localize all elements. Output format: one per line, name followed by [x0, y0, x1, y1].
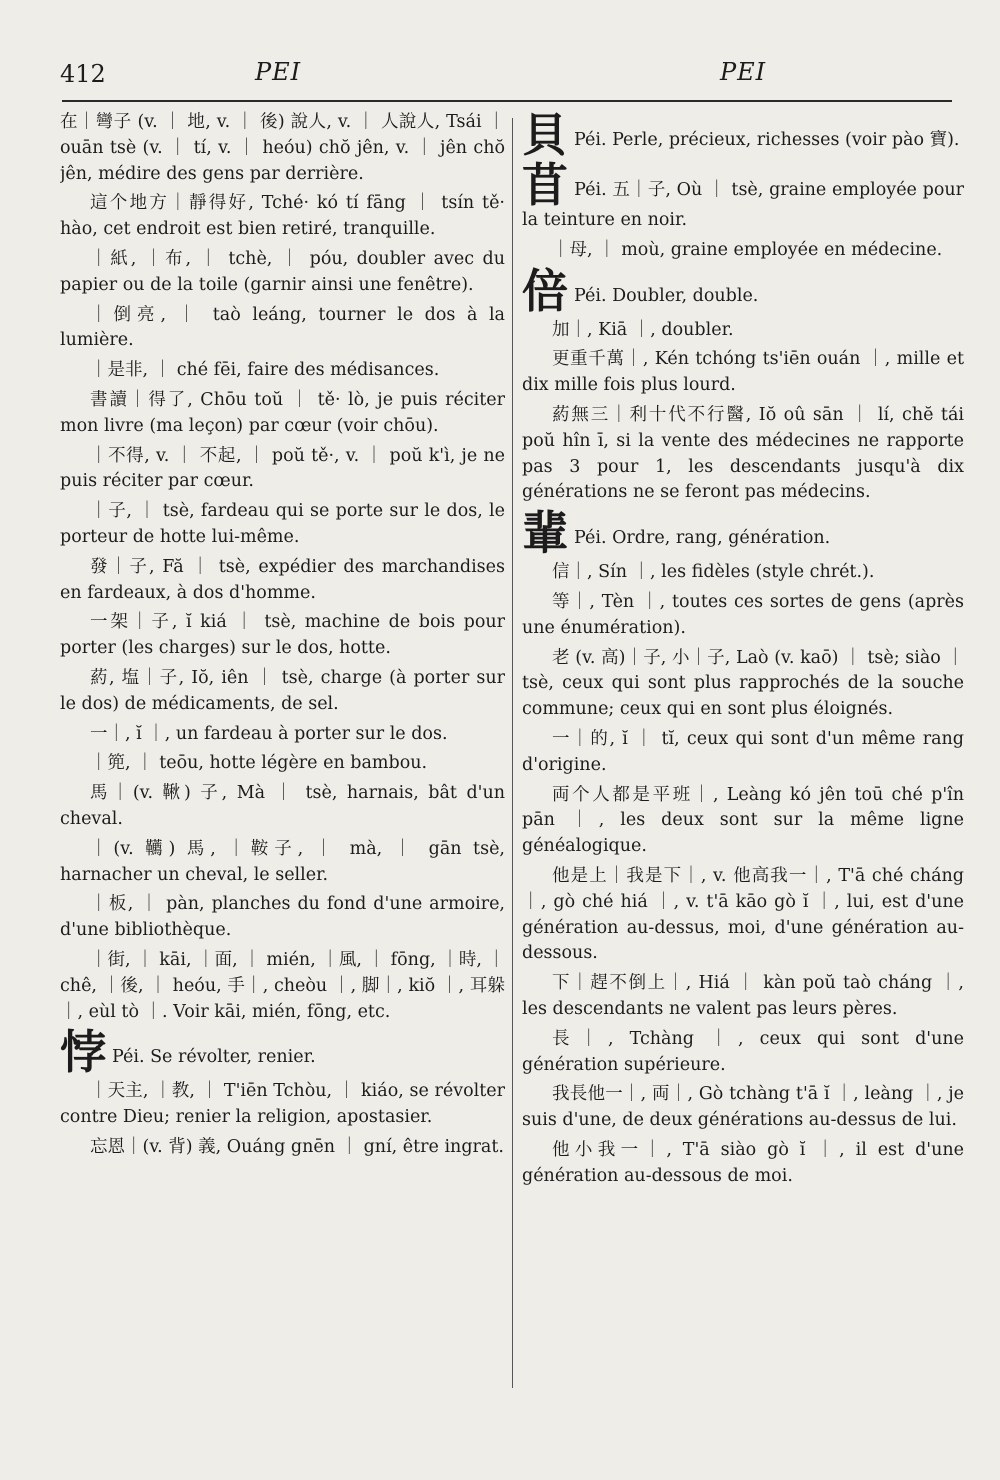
entry-text: 他小我一｜, T'ā siào gò ĭ ｜, il est d'une génération au-dessous de moi.	[522, 1139, 964, 1186]
headword: 悖	[60, 1025, 106, 1080]
dictionary-headword-entry	[522, 158, 964, 234]
entry-text: 加｜, Kiā ｜, doubler.	[552, 319, 734, 340]
dictionary-entry	[522, 560, 964, 586]
dictionary-entry	[522, 1082, 964, 1134]
entry-text: 這个地方｜靜得好, Tché· kó tí fāng ｜ tsín tě· hào, cet endroit est bien retiré, tranquille.	[60, 193, 505, 240]
header-rule	[62, 100, 952, 102]
entry-text: ｜不得, v. ｜ 不起, ｜ poŭ tě·, v. ｜ poŭ k'ì, je ne puis réciter par cœur.	[60, 445, 505, 492]
entry-text: 一架｜子, ĭ kiá ｜ tsè, machine de bois pour porter (les charges) sur le dos, hotte.	[60, 612, 505, 659]
entry-text: 在｜彎子 (v. ｜ 地, v. ｜ 後) 說人, v. ｜ 人說人, Tsái ｜ ouān tsè (v. ｜ tí, v. ｜ heóu) chŏ jên, v. ｜ jên chŏ jên, médire des gens par derrière.	[60, 112, 505, 184]
dictionary-entry	[60, 948, 505, 1025]
column-divider	[512, 118, 513, 1388]
dictionary-entry	[60, 610, 505, 662]
dictionary-entry	[522, 783, 964, 860]
headword: 貝	[522, 110, 568, 162]
entry-text: 忘恩｜(v. 背) 義, Ouáng gnēn ｜ gní, être ingrat.	[90, 1136, 504, 1157]
entry-text: 更重千萬｜, Kén tchóng ts'iēn ouán ｜, mille et dix mille fois plus lourd.	[522, 349, 964, 396]
dictionary-entry	[522, 1138, 964, 1190]
entry-text: Péi. 五｜子, Où ｜ tsè, graine employée pour la teinture en noir.	[522, 180, 964, 230]
entry-text: 等｜, Tèn ｜, toutes ces sortes de gens (après une énumération).	[522, 591, 964, 638]
dictionary-entry	[522, 864, 964, 967]
dictionary-headword-entry	[60, 1025, 505, 1080]
right-column	[522, 110, 964, 1395]
dictionary-entry	[522, 590, 964, 642]
dictionary-entry	[60, 722, 505, 748]
entry-text: 両个人都是平班｜, Leàng kó jên toū ché p'în pān ｜, les deux sont sur la même ligne généalogique.	[522, 784, 964, 857]
entry-text: ｜是非, ｜ ché fēi, faire des médisances.	[90, 360, 440, 381]
entry-text: Péi. Perle, précieux, richesses (voir pào 寶).	[574, 130, 960, 150]
page-header	[55, 52, 955, 92]
entry-text: 一｜, ĭ ｜, un fardeau à porter sur le dos.	[90, 723, 448, 744]
dictionary-entry	[522, 727, 964, 779]
headword: 苜	[522, 158, 569, 212]
entry-text: 發｜子, Fă ｜ tsè, expédier des marchandises en fardeaux, à dos d'homme.	[60, 556, 505, 603]
dictionary-entry	[522, 1027, 964, 1079]
dictionary-entry	[522, 646, 964, 723]
entry-text: 我長他一｜, 両｜, Gò tchàng t'ā ĭ ｜, leàng ｜, je suis d'une, de deux générations au-dessus de lui.	[522, 1084, 964, 1131]
dictionary-entry	[522, 347, 964, 399]
entry-text: 書讀｜得了, Chōu toŭ ｜ tě· lò, je puis réciter mon livre (ma leçon) par cœur (voir chōu).	[60, 389, 505, 436]
dictionary-entry	[60, 388, 505, 440]
headword: 輩	[522, 506, 568, 561]
dictionary-entry	[522, 318, 964, 344]
entry-text: ｜篼, ｜ teōu, hotte légère en bambou.	[90, 753, 428, 774]
dictionary-entry	[60, 444, 505, 496]
dictionary-entry	[522, 238, 964, 264]
entry-text: 下｜趕不倒上｜, Hiá ｜ kàn poŭ taò cháng ｜, les descendants ne valent pas leurs pères.	[522, 973, 964, 1019]
entry-text: 馬｜(v. 鞦) 子, Mà ｜ tsè, harnais, bât d'un cheval.	[60, 783, 505, 829]
entry-text: Péi. Ordre, rang, génération.	[574, 528, 831, 549]
entry-text: ｜街, ｜ kāi, ｜面, ｜ mién, ｜風, ｜ fōng, ｜時, ｜ chê, ｜後, ｜ heóu, 手｜, cheòu ｜, 脚｜, kiŏ ｜, 耳躲｜, eùl tò ｜. Voir kāi, mién, fōng, etc.	[60, 949, 505, 1022]
dictionary-headword-entry	[522, 263, 964, 318]
entry-text: ｜紙, ｜布, ｜ tchè, ｜ póu, doubler avec du papier ou de la toile (garnir ainsi une fenêtre).	[60, 248, 505, 295]
dictionary-entry	[60, 191, 505, 243]
entry-text: 葯無三｜利十代不行醫, Iŏ oû sān ｜ lí, chĕ tái poŭ hîn ī, si la vente des médecines ne rapporte pas 3 pour 1, les descendants jusqu'à dix générations ne se feront pas médecins.	[522, 404, 964, 503]
entry-text: 老 (v. 高)｜子, 小｜子, Laò (v. kaō) ｜ tsè; siào ｜ tsè, ceux qui sont plus rapprochés de la souche commune; ceux qui en sont plus éloignés.	[522, 647, 964, 720]
dictionary-entry	[60, 666, 505, 718]
dictionary-headword-entry	[522, 110, 964, 162]
dictionary-entry	[522, 403, 964, 506]
dictionary-entry	[60, 110, 505, 187]
entry-text: ｜天主, ｜教, ｜ T'iēn Tchòu, ｜ kiáo, se révolter contre Dieu; renier la religion, apostasier.	[60, 1081, 505, 1128]
entry-text: 信｜, Sín ｜, les fidèles (style chrét.).	[552, 562, 875, 583]
dictionary-headword-entry	[522, 506, 964, 561]
dictionary-entry	[60, 555, 505, 607]
entry-text: ｜板, ｜ pàn, planches du fond d'une armoire, d'une bibliothèque.	[60, 894, 505, 941]
running-head-left: PEI	[255, 58, 302, 86]
headword: 倍	[522, 263, 568, 318]
entry-text: 長｜, Tchàng ｜, ceux qui sont d'une génération supérieure.	[522, 1028, 964, 1075]
dictionary-entry	[60, 499, 505, 551]
dictionary-entry	[60, 892, 505, 944]
entry-text: 葯, 塩｜子, Iŏ, iên ｜ tsè, charge (à porter sur le dos) de médicaments, de sel.	[60, 667, 505, 714]
page-number: 412	[60, 60, 106, 88]
dictionary-entry	[60, 751, 505, 777]
dictionary-entry	[60, 837, 505, 889]
entry-text: 一｜的, ĭ ｜ tĭ, ceux qui sont d'un même rang d'origine.	[522, 728, 964, 775]
dictionary-entry	[522, 971, 964, 1023]
entry-text: ｜(v. 韉) 馬, ｜鞍子, ｜ mà, ｜ gān tsè, harnacher un cheval, le seller.	[60, 838, 505, 885]
left-column	[60, 110, 505, 1395]
dictionary-entry	[60, 303, 505, 355]
dictionary-entry	[60, 1135, 505, 1161]
dictionary-entry	[60, 1079, 505, 1131]
dictionary-entry	[60, 781, 505, 833]
dictionary-entry	[60, 358, 505, 384]
entry-text: 他是上｜我是下｜, v. 他高我一｜, T'ā ché cháng ｜, gò ché hiá ｜, v. t'ā kāo gò ĭ ｜, lui, est d'une génération au-dessus, moi, d'une génération au-dessous.	[522, 865, 964, 964]
entry-text: ｜母, ｜ moù, graine employée en médecine.	[552, 239, 943, 260]
entry-text: ｜子, ｜ tsè, fardeau qui se porte sur le dos, le porteur de hotte lui-même.	[60, 501, 505, 547]
entry-text: Péi. Doubler, double.	[574, 285, 759, 306]
running-head-right: PEI	[720, 58, 767, 86]
dictionary-entry	[60, 247, 505, 299]
entry-text: Péi. Se révolter, renier.	[112, 1047, 316, 1068]
entry-text: ｜倒亮, ｜ taò leáng, tourner le dos à la lumière.	[60, 304, 505, 351]
